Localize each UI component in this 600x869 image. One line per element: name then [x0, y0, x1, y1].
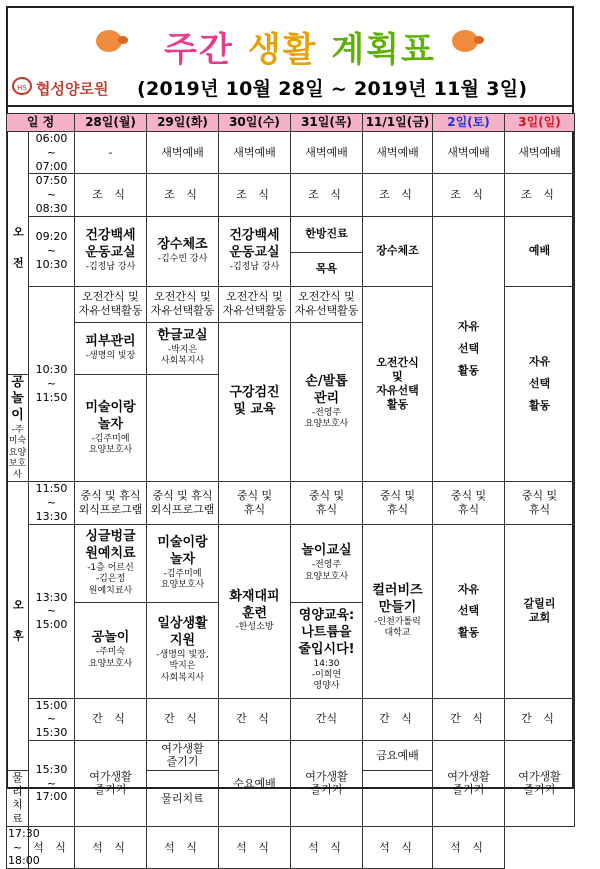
activity-cell [75, 322, 147, 374]
activity-instructor: -주미숙 [8, 425, 27, 447]
time-end: 10:30 [35, 257, 68, 271]
snack-cell: 간 식 [147, 698, 219, 740]
activity-instructor: -전영주 [311, 560, 342, 571]
breakfast-cell: 조 식 [363, 174, 433, 216]
activity-cell [219, 524, 291, 698]
activity-title: 오전간식 [376, 356, 419, 370]
leisure-line: 여가생활 [161, 741, 204, 755]
lunch-cell [433, 482, 505, 524]
afternoon-label [7, 482, 29, 771]
activity-cell [147, 216, 219, 286]
lunch-cell [147, 482, 219, 524]
day-header: 30일(수) [219, 114, 291, 132]
activity-instructor: -1층 어르신 [87, 563, 134, 574]
activity-title: 선택 [457, 604, 480, 618]
activity-cell [75, 602, 147, 698]
activity-title: 관리 [313, 390, 340, 406]
activity-title: 나트륨을 [301, 624, 352, 640]
leisure-cell [505, 740, 575, 826]
activity-title: 및 교육 [233, 401, 276, 417]
activity-title: 공놀이 [11, 374, 24, 424]
dinner-cell: 석 식 [291, 826, 363, 868]
activity-title: 놀이교실 [301, 543, 352, 559]
lunch-line: 휴식 [243, 503, 266, 517]
dinner-cell: 석 식 [75, 826, 147, 868]
afternoon-label-text: 오 후 [11, 599, 25, 650]
saturday-free-activity [433, 524, 505, 698]
activity-cell [219, 216, 291, 286]
activity-title: 놀자 [97, 416, 124, 432]
snack-cell: 간 식 [505, 698, 575, 740]
activity-title: 자유 [457, 582, 480, 596]
lunch-cell [219, 482, 291, 524]
morning-label [7, 132, 29, 375]
lunch-line: 중식 및 휴식 [80, 489, 141, 503]
time-end: 08:30 [35, 201, 68, 215]
activity-instructor: 영양사 [313, 681, 340, 692]
activity-cell: 한방진료 [291, 216, 363, 252]
activity-instructor: 요양보호사 [304, 418, 349, 429]
lunch-line: 중식 및 [236, 489, 273, 503]
time-slot [29, 698, 75, 740]
activity-title: 한글교실 [157, 328, 208, 344]
activity-title: 공놀이 [91, 630, 130, 646]
leisure-line: 여가생활 [305, 769, 348, 783]
leisure-line: 즐기기 [310, 783, 343, 797]
time-slot [29, 286, 75, 482]
free-activity-cell [75, 286, 147, 322]
time-end: 17:00 [35, 790, 68, 804]
activity-cell [147, 524, 219, 602]
time-sep: ~ [46, 188, 57, 201]
lunch-cell [75, 482, 147, 524]
activity-instructor: -박지은 [167, 345, 198, 356]
leisure-line: 즐기기 [452, 783, 485, 797]
activity-title: 만들기 [378, 599, 417, 615]
snack-cell: 간 식 [363, 698, 433, 740]
time-start: 10:30 [35, 363, 68, 377]
activity-title: 화재대피 [229, 588, 280, 604]
time-end: 18:00 [8, 854, 40, 868]
schedule-cell: 새벽예배 [505, 132, 575, 174]
day-header: 2일(토) [433, 114, 505, 132]
activity-cell [75, 524, 147, 602]
activity-title: 영양교육: [298, 607, 355, 623]
activity-line: 오전간식 및 [82, 290, 139, 304]
saturday-free-activity [433, 216, 505, 482]
activity-title: 건강백세 [85, 228, 136, 244]
time-sep: ~ [46, 145, 57, 159]
time-end: 15:30 [35, 726, 68, 740]
time-start: 15:30 [35, 762, 68, 776]
activity-line: 오전간식 및 [298, 290, 355, 304]
activity-title: 운동교실 [85, 245, 136, 261]
activity-title: 선택 [528, 377, 551, 391]
lunch-line: 휴식 [457, 503, 480, 517]
sunday-free-activity [505, 286, 575, 482]
activity-instructor: -김은정 [95, 574, 126, 585]
morning-label-text: 오 전 [11, 225, 25, 276]
lunch-cell [291, 482, 363, 524]
day-header: 11/1일(금) [363, 114, 433, 132]
lunch-cell [363, 482, 433, 524]
lunch-cell [505, 482, 575, 524]
schedule-cell: 새벽예배 [291, 132, 363, 174]
time-end: 11:50 [35, 390, 68, 404]
lunch-line: 휴식 [315, 503, 338, 517]
schedule-period: (2019년 10월 28일 ~ 2019년 11월 3일) [137, 78, 528, 100]
activity-title: 및 [392, 370, 403, 384]
breakfast-cell: 조 식 [291, 174, 363, 216]
activity-instructor: 요양보호사 [304, 571, 349, 582]
org-logo-icon [12, 77, 32, 95]
time-start: 11:50 [35, 482, 68, 496]
activity-instructor: 14:30 [313, 658, 340, 669]
dinner-cell: 석 식 [363, 826, 433, 868]
activity-title: 자유 [457, 320, 480, 334]
time-slot [29, 174, 75, 216]
dinner-cell: 석 식 [219, 826, 291, 868]
activity-instructor: -한성소방 [235, 622, 274, 633]
leisure-cell [75, 740, 147, 826]
activity-title: 컬러비즈 [372, 583, 423, 599]
activity-title: 선택 [457, 342, 480, 356]
time-slot [29, 740, 75, 826]
activity-instructor: -인천가톨릭 [374, 616, 421, 627]
header-label: 일 정 [7, 114, 75, 132]
time-start: 09:20 [35, 230, 68, 244]
activity-cell [75, 374, 147, 482]
activity-instructor: -전영주 [311, 407, 342, 418]
activity-instructor: 사회복지사 [160, 356, 205, 367]
time-end: 13:30 [35, 509, 68, 523]
time-slot [29, 132, 75, 174]
activity-title: 활동 [457, 626, 480, 640]
activity-title: 자유 [528, 355, 551, 369]
activity-title: 피부관리 [85, 333, 136, 349]
leisure-line: 여가생활 [89, 769, 132, 783]
leisure-line: 여가생활 [518, 769, 561, 783]
leisure-cell [147, 740, 219, 770]
schedule-cell: 새벽예배 [433, 132, 505, 174]
activity-cell [363, 286, 433, 482]
dinner-cell: 석 식 [433, 826, 505, 868]
activity-title: 놀자 [169, 551, 196, 567]
activity-instructor: -김주미예 [91, 433, 130, 444]
day-header: 31일(목) [291, 114, 363, 132]
time-slot [29, 216, 75, 286]
activity-instructor: -김수빈 강사 [157, 253, 208, 264]
lunch-line: 휴식 [386, 503, 409, 517]
activity-cell: 금요예배 [363, 740, 433, 770]
time-start: 17:30 [8, 826, 40, 840]
schedule-cell: 새벽예배 [363, 132, 433, 174]
activity-cell [363, 524, 433, 698]
activity-title: 원예치료 [85, 546, 136, 562]
time-slot [29, 482, 75, 524]
snack-cell: 간식 [291, 698, 363, 740]
activity-title: 줄입시다! [298, 641, 355, 657]
breakfast-cell: 조 식 [505, 174, 575, 216]
activity-cell: 목욕 [291, 252, 363, 286]
activity-title: 일상생활 [157, 616, 208, 632]
leisure-line: 즐기기 [94, 783, 127, 797]
activity-instructor: 박지은 [169, 661, 196, 672]
title-part-2: 생활 [247, 30, 318, 70]
activity-title: 지원 [169, 633, 196, 649]
activity-instructor: -주미숙 [95, 647, 126, 658]
time-slot [7, 826, 40, 868]
dinner-cell: 석 식 [147, 826, 219, 868]
activity-title: 구강검진 [229, 385, 280, 401]
time-slot [29, 524, 75, 698]
activity-instructor: -생명의 빛장 [85, 350, 136, 361]
activity-title: 자유선택 [376, 383, 419, 397]
free-activity-cell [147, 286, 219, 322]
activity-instructor: -김정남 강사 [85, 262, 136, 273]
time-start: 13:30 [35, 590, 68, 604]
activity-title: 장수체조 [157, 236, 208, 252]
activity-cell: 수요예배 [219, 740, 291, 826]
org-name: 협성양로원 [36, 80, 109, 98]
activity-title: 교회 [528, 611, 551, 625]
activity-cell: 예배 [505, 216, 575, 286]
activity-title: 건강백세 [229, 228, 280, 244]
activity-cell [219, 322, 291, 482]
activity-cell: 장수체조 [363, 216, 433, 286]
free-activity-cell [219, 286, 291, 322]
time-sep: ~ [46, 604, 57, 618]
activity-line: 자유선택활동 [294, 304, 359, 317]
activity-line: 자유선택활동 [222, 304, 287, 317]
day-header: 3일(일) [505, 114, 575, 132]
activity-cell [147, 322, 219, 374]
activity-title: 싱글벙글 [85, 529, 136, 545]
time-sep: ~ [46, 244, 57, 258]
activity-cell [291, 602, 363, 698]
activity-line: 자유선택활동 [78, 304, 143, 317]
lunch-line: 중식 및 [521, 489, 558, 503]
schedule-table [6, 113, 575, 869]
activity-title: 훈련 [241, 605, 268, 621]
free-activity-cell [291, 286, 363, 322]
activity-cell [147, 602, 219, 698]
activity-title: 손/발톱 [305, 373, 348, 389]
activity-cell [291, 322, 363, 482]
schedule-cell: 새벽예배 [219, 132, 291, 174]
activity-instructor: 사회복지사 [160, 672, 205, 683]
header-divider [6, 105, 574, 107]
breakfast-cell: 조 식 [75, 174, 147, 216]
time-sep: ~ [46, 712, 57, 726]
schedule-cell: 새벽예배 [147, 132, 219, 174]
day-header: 29일(화) [147, 114, 219, 132]
activity-instructor: -이희연 [311, 669, 342, 680]
activity-instructor: 대학교 [384, 628, 411, 639]
time-end: 07:00 [35, 159, 68, 173]
activity-instructor: -김정남 강사 [229, 262, 280, 273]
header-row [7, 114, 575, 132]
activity-line: 오전간식 및 [154, 290, 211, 304]
time-start: 07:50 [35, 174, 68, 188]
page-title [0, 22, 600, 71]
breakfast-cell: 조 식 [219, 174, 291, 216]
lunch-line: 중식 및 [450, 489, 487, 503]
logo-text: HS [17, 84, 27, 92]
activity-instructor: 요양보호사 [8, 447, 27, 481]
activity-instructor: 요양보호사 [88, 658, 133, 669]
leisure-line: 즐기기 [166, 755, 199, 769]
activity-cell: 물리치료 [7, 770, 29, 826]
title-part-3: 계획표 [331, 30, 436, 70]
activity-instructor: 요양보호사 [88, 444, 133, 455]
leisure-line: 여가생활 [447, 769, 490, 783]
breakfast-cell: 조 식 [433, 174, 505, 216]
leisure-cell [433, 740, 505, 826]
activity-title: 운동교실 [229, 245, 280, 261]
activity-title: 미술이랑 [157, 535, 208, 551]
time-sep: ~ [46, 496, 57, 510]
activity-title: 활동 [457, 363, 480, 377]
time-start: 15:00 [35, 698, 68, 712]
lunch-line: 중식 및 [308, 489, 345, 503]
leisure-line: 즐기기 [523, 783, 556, 797]
activity-cell [7, 374, 29, 482]
lunch-line: 휴식 [528, 503, 551, 517]
activity-line: 오전간식 및 [226, 290, 283, 304]
activity-cell [291, 524, 363, 602]
activity-title: 활동 [528, 398, 551, 412]
activity-title: 활동 [386, 397, 409, 411]
activity-line: 자유선택활동 [150, 304, 215, 317]
time-sep: ~ [12, 840, 23, 854]
activity-cell [75, 216, 147, 286]
lunch-line: 외식프로그램 [150, 503, 215, 517]
breakfast-cell: 조 식 [147, 174, 219, 216]
activity-instructor: 요양보호사 [160, 580, 205, 591]
lunch-line: 외식프로그램 [78, 503, 143, 517]
time-end: 15:00 [35, 618, 68, 632]
activity-instructor: 원예치료사 [88, 585, 133, 596]
day-header: 28일(월) [75, 114, 147, 132]
lunch-line: 중식 및 [379, 489, 416, 503]
leisure-cell [291, 740, 363, 826]
snack-cell: 간 식 [219, 698, 291, 740]
activity-title: 미술이랑 [85, 399, 136, 415]
activity-cell: 물리치료 [147, 770, 219, 826]
lunch-line: 중식 및 휴식 [152, 489, 213, 503]
time-sep: ~ [46, 776, 57, 790]
activity-title: 갈릴리 [523, 597, 556, 611]
schedule-cell: - [75, 132, 147, 174]
activity-instructor: -생명의 빛장, [156, 650, 209, 661]
snack-cell: 간 식 [433, 698, 505, 740]
title-part-1: 주간 [164, 30, 234, 70]
activity-cell [505, 524, 575, 698]
time-sep: ~ [46, 377, 57, 391]
snack-cell: 간 식 [75, 698, 147, 740]
activity-instructor: -김주미예 [163, 568, 202, 579]
dinner-cell: 석 식 [29, 826, 75, 868]
time-start: 06:00 [35, 132, 68, 145]
